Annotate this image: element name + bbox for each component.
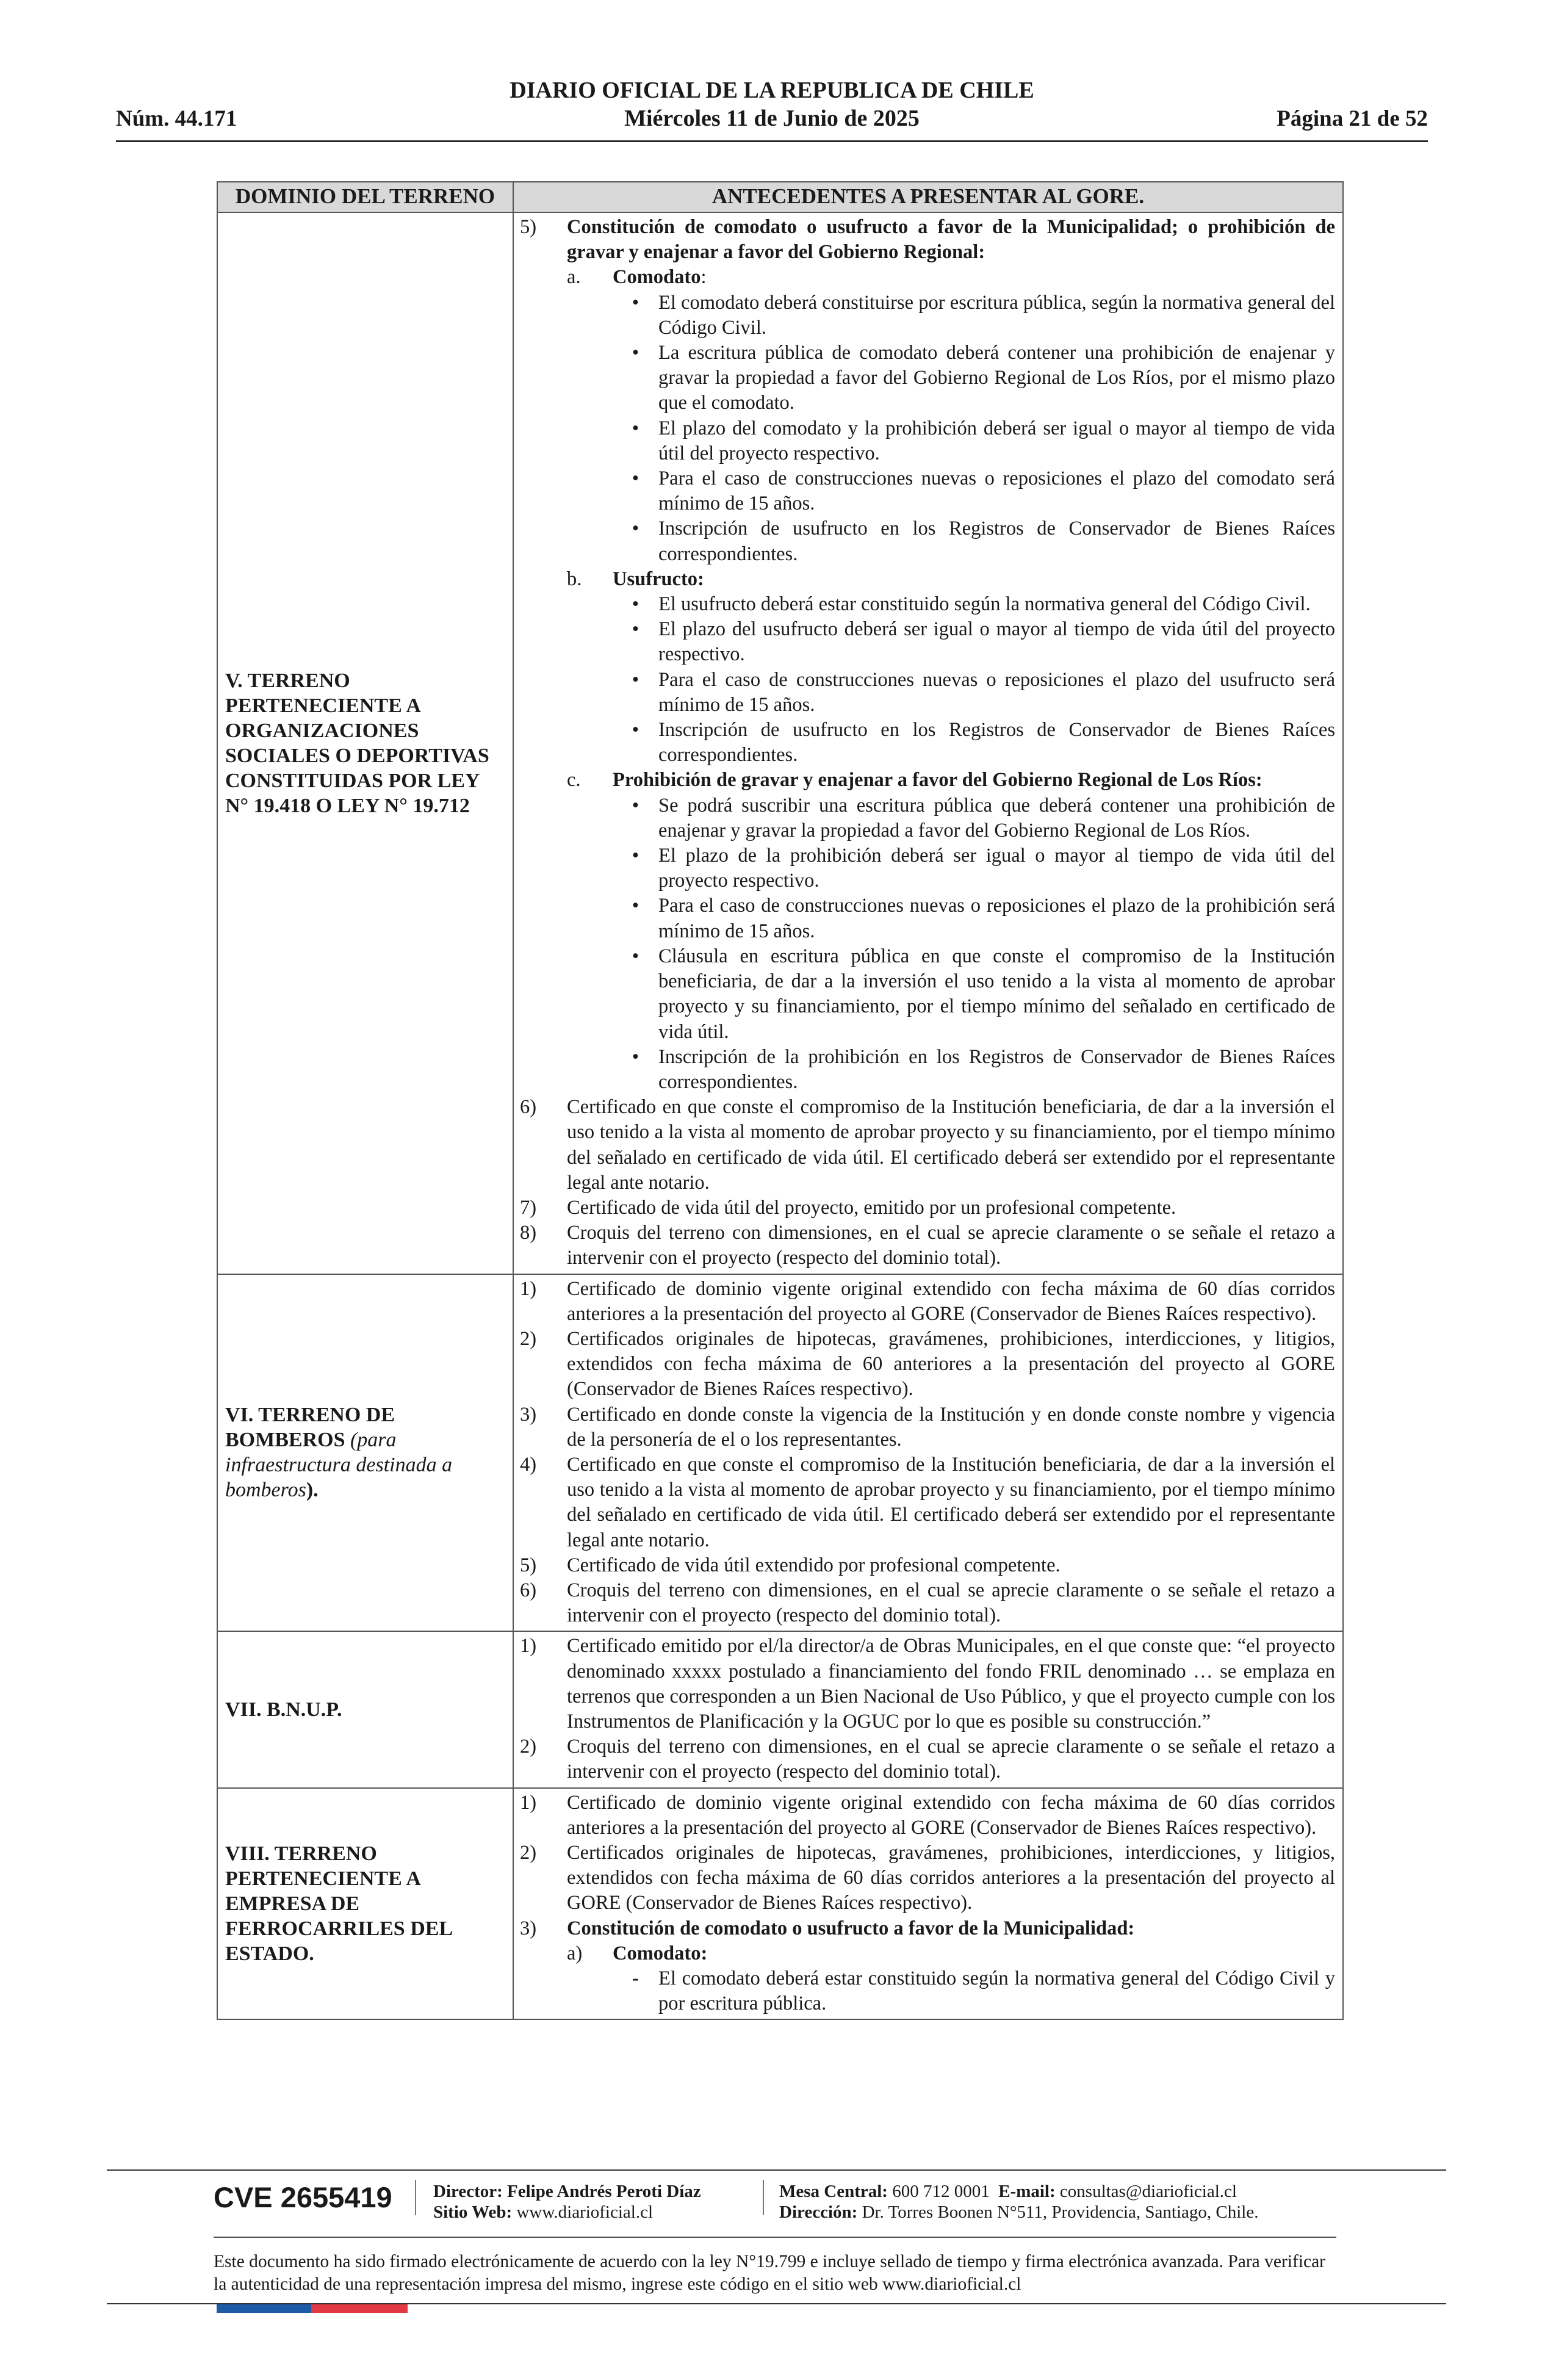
item-number: 6): [520, 1579, 537, 1601]
sub-item-letter: a.: [567, 266, 581, 289]
table-header-row: [217, 182, 1343, 212]
bullet-icon: •: [632, 719, 639, 741]
bullet-icon: •: [632, 342, 639, 364]
sub-item: [520, 265, 1335, 290]
item-number: 6): [520, 1096, 537, 1119]
footer-separator: [763, 2180, 764, 2215]
sub-item-text: [613, 567, 1335, 592]
domain-title: VII. B.N.U.P.: [225, 1698, 342, 1721]
domain-title-cell: [217, 1274, 513, 1632]
phone-number: 600 712 0001: [892, 2182, 990, 2201]
item-number: 7): [520, 1196, 537, 1219]
bullet-text: Para el caso de construcciones nuevas o reposiciones el plazo de la prohibición será mínimo de 15 años.: [658, 895, 1335, 942]
column-header-domain: DOMINIO DEL TERRENO: [217, 182, 513, 212]
domain-title-note: (para infraestructura destinada a bomberos: [225, 1429, 453, 1502]
publication-title: DIARIO OFICIAL DE LA REPUBLICA DE CHILE: [510, 78, 1034, 103]
dash-icon: -: [632, 1967, 639, 1990]
item-text: Certificado de vida útil del proyecto, emitido por un profesional competente.: [567, 1196, 1176, 1219]
bullet-text: Inscripción de usufructo en los Registros de Conservador de Bienes Raíces correspondientes.: [658, 719, 1335, 766]
table-row: [217, 1788, 1343, 2020]
requirement-item: [520, 215, 1335, 265]
bullet-text: Para el caso de construcciones nuevas o reposiciones el plazo del usufructo será mínimo de 15 años.: [658, 668, 1335, 716]
item-text: Croquis del terreno con dimensiones, en el cual se aprecie claramente o se señale el retazo a intervenir con el proyecto (respecto del dominio total).: [567, 1579, 1335, 1627]
bullet-item: [520, 617, 1335, 667]
requirement-item: [520, 1195, 1335, 1221]
bullet-item: [520, 893, 1335, 943]
bullet-text: El plazo del usufructo deberá ser igual o mayor al tiempo de vida útil del proyecto respectivo.: [658, 618, 1335, 666]
director-block: [433, 2181, 701, 2223]
bullet-icon: •: [632, 945, 639, 967]
item-number: 2): [520, 1842, 537, 1864]
bullet-text: Se podrá suscribir una escritura pública que deberá contener una prohibición de enajenar y gravar la propiedad a favor del Gobierno Regional de Los Ríos.: [658, 794, 1335, 842]
footer-separator: [415, 2180, 416, 2215]
sub-item-letter: b.: [567, 568, 582, 590]
email-label: E-mail:: [998, 2182, 1056, 2201]
bullet-text: Inscripción de usufructo en los Registros de Conservador de Bienes Raíces correspondientes.: [658, 517, 1335, 565]
bullet-text: El plazo de la prohibición deberá ser igual o mayor al tiempo de vida útil del proyecto respectivo.: [658, 845, 1335, 892]
bullet-text: El plazo del comodato y la prohibición deberá ser igual o mayor al tiempo de vida útil del proyecto respectivo.: [658, 417, 1335, 464]
requirement-item: [520, 1916, 1335, 1941]
bullet-text: Para el caso de construcciones nuevas o reposiciones el plazo del comodato será mínimo de 15 años.: [658, 467, 1335, 515]
legal-notice: Este documento ha sido firmado electrónicamente de acuerdo con la ley N°19.799 e incluye sellado de tiempo y firma electrónica avanzada. Para verificar la autenticidad de una representación impresa del mismo, ingrese este código en el sitio web www.diarioficial.cl: [214, 2252, 1325, 2294]
bullet-text: Inscripción de la prohibición en los Registros de Conservador de Bienes Raíces correspondientes.: [658, 1045, 1335, 1093]
dash-item: [520, 1966, 1335, 2016]
sub-item-text: [613, 265, 1335, 290]
domain-title: V. TERRENO PERTENECIENTE A ORGANIZACIONES SOCIALES O DEPORTIVAS CONSTITUIDAS POR LEY N° 19.418 O LEY N° 19.712: [225, 669, 489, 817]
bullet-icon: •: [632, 845, 639, 867]
domain-title-end: ).: [306, 1479, 319, 1502]
bullet-item: [520, 944, 1335, 1045]
sub-item-label: Comodato:: [613, 1942, 708, 1964]
domain-title-cell: [217, 1788, 513, 2020]
bullet-icon: •: [632, 517, 639, 540]
bullet-item: [520, 668, 1335, 718]
bullet-item: [520, 416, 1335, 466]
sub-item-text: [613, 768, 1335, 793]
item-text: Certificado emitido por el/la director/a de Obras Municipales, en el que conste que: “el proyecto denominado xxxxx postulado a financiamiento del fondo FRIL denominado … se emplaza en terrenos que corresponden a un Bien Nacional de Uso Público, y que el proyecto cumple con los Instrumentos de Planificación y la OGUC por lo que es posible su construcción.”: [567, 1635, 1335, 1733]
sub-item: [520, 1941, 1335, 1966]
sub-item-suffix: :: [701, 266, 707, 289]
requirements-cell: [513, 1274, 1343, 1632]
requirement-item: [520, 1634, 1335, 1734]
sub-item-label: Prohibición de gravar y enajenar a favor del Gobierno Regional de Los Ríos:: [613, 769, 1262, 792]
table-row: [217, 1631, 1343, 1787]
domain-title-cell: [217, 1631, 513, 1787]
flag-stripe-red: [311, 2304, 408, 2313]
bullet-icon: •: [632, 618, 639, 641]
bullet-icon: •: [632, 668, 639, 691]
column-header-requirements: ANTECEDENTES A PRESENTAR AL GORE.: [513, 182, 1343, 212]
item-number: 5): [520, 1554, 537, 1576]
requirements-table: [217, 181, 1344, 2020]
item-text: Certificados originales de hipotecas, gravámenes, prohibiciones, interdicciones, y litigios, extendidos con fecha máxima de 60 días corridos anteriores a la presentación del proyecto al GORE (Conservador de Bienes Raíces respectivo).: [567, 1842, 1335, 1914]
footer-rule-top: [107, 2169, 1446, 2171]
requirement-item: [520, 1734, 1335, 1784]
sub-item: [520, 768, 1335, 793]
domain-title: VI. TERRENO DE BOMBEROS: [225, 1404, 395, 1452]
bullet-icon: •: [632, 1045, 639, 1068]
contact-block: [779, 2181, 1258, 2223]
item-number: 3): [520, 1403, 537, 1426]
website-label: Sitio Web:: [433, 2202, 513, 2222]
requirement-item: [520, 1553, 1335, 1578]
item-number: 2): [520, 1327, 537, 1350]
item-text: Certificado de dominio vigente original extendido con fecha máxima de 60 días corridos anteriores a la presentación del proyecto al GORE (Conservador de Bienes Raíces respectivo).: [567, 1277, 1335, 1325]
table-row: [217, 212, 1343, 1274]
bullet-item: [520, 1045, 1335, 1095]
item-text: Certificado en donde conste la vigencia de la Institución y en donde conste nombre y vigencia de la personería de el o los representantes.: [567, 1403, 1335, 1451]
domain-title: VIII. TERRENO PERTENECIENTE A EMPRESA DE FERROCARRILES DEL ESTADO.: [225, 1842, 452, 1965]
bullet-icon: •: [632, 794, 639, 817]
email-link[interactable]: consultas@diarioficial.cl: [1059, 2182, 1237, 2201]
address-label: Dirección:: [779, 2202, 858, 2222]
dash-text: El comodato deberá estar constituido según la normativa general del Código Civil y por escritura pública.: [658, 1967, 1335, 2015]
item-text: Constitución de comodato o usufructo a favor de la Municipalidad; o prohibición de gravar y enajenar a favor del Gobierno Regional:: [567, 216, 1335, 264]
requirements-cell: [513, 212, 1343, 1274]
sub-item-letter: a): [567, 1942, 583, 1964]
bullet-item: [520, 466, 1335, 516]
item-text: Croquis del terreno con dimensiones, en el cual se aprecie claramente o se señale el retazo a intervenir con el proyecto (respecto del dominio total).: [567, 1736, 1335, 1783]
director-name: Felipe Andrés Peroti Díaz: [507, 2182, 701, 2201]
sub-item-label: Usufructo:: [613, 568, 704, 590]
item-number: 5): [520, 216, 537, 238]
cve-code: CVE 2655419: [214, 2181, 392, 2213]
item-text: Constitución de comodato o usufructo a favor de la Municipalidad:: [567, 1917, 1135, 1939]
item-number: 2): [520, 1736, 537, 1758]
item-number: 1): [520, 1277, 537, 1300]
requirement-item: [520, 1277, 1335, 1327]
item-text: Certificado en que conste el compromiso de la Institución beneficiaria, de dar a la inversión el uso tenido a la vista al momento de aprobar proyecto y su financiamiento, por el tiempo mínimo del señalado en certificado de vida útil. El certificado deberá ser extendido por el representante legal ante notario.: [567, 1096, 1335, 1194]
item-number: 3): [520, 1917, 537, 1939]
item-text: Croquis del terreno con dimensiones, en el cual se aprecie claramente o se señale el retazo a intervenir con el proyecto (respecto del dominio total).: [567, 1222, 1335, 1269]
bullet-text: El comodato deberá constituirse por escritura pública, según la normativa general del Código Civil.: [658, 291, 1335, 339]
bullet-icon: •: [632, 291, 639, 314]
requirement-item: [520, 1221, 1335, 1271]
requirements-cell: [513, 1788, 1343, 2020]
item-text: Certificado en que conste el compromiso de la Institución beneficiaria, de dar a la inversión el uso tenido a la vista al momento de aprobar proyecto y su financiamiento, por el tiempo mínimo del señalado en certificado de vida útil. El certificado deberá ser extendido por el representante legal ante notario.: [567, 1453, 1335, 1551]
requirement-item: [520, 1327, 1335, 1402]
domain-title-cell: [217, 212, 513, 1274]
requirement-item: [520, 1095, 1335, 1195]
item-number: 8): [520, 1222, 537, 1244]
requirement-item: [520, 1452, 1335, 1553]
website-link[interactable]: www.diarioficial.cl: [516, 2202, 654, 2222]
bullet-item: [520, 843, 1335, 893]
sub-item-text: [613, 1941, 1335, 1966]
bullet-icon: •: [632, 593, 639, 616]
footer-rule-middle: [214, 2237, 1336, 2238]
bullet-item: [520, 516, 1335, 566]
requirements-cell: [513, 1631, 1343, 1787]
bullet-text: Cláusula en escritura pública en que conste el compromiso de la Institución beneficiaria, de dar a la inversión el uso tenido a la vista al momento de aprobar proyecto y su financiamiento, por el tiempo mínimo del señalado en certificado de vida útil.: [658, 945, 1335, 1043]
requirement-item: [520, 1841, 1335, 1916]
item-number: 4): [520, 1453, 537, 1476]
bullet-icon: •: [632, 417, 639, 439]
item-text: Certificado de vida útil extendido por profesional competente.: [567, 1554, 1061, 1576]
publication-date: Miércoles 11 de Junio de 2025: [624, 106, 920, 131]
requirement-item: [520, 1790, 1335, 1841]
director-label: Director:: [433, 2182, 503, 2201]
sub-item-letter: c.: [567, 769, 581, 792]
bullet-icon: •: [632, 895, 639, 917]
item-number: 1): [520, 1791, 537, 1814]
bullet-text: El usufructo deberá estar constituido según la normativa general del Código Civil.: [658, 593, 1311, 616]
table-row: [217, 1274, 1343, 1632]
table-body: [217, 212, 1343, 2019]
item-text: Certificado de dominio vigente original extendido con fecha máxima de 60 días corridos anteriores a la presentación del proyecto al GORE (Conservador de Bienes Raíces respectivo).: [567, 1791, 1335, 1839]
item-text: Certificados originales de hipotecas, gravámenes, prohibiciones, interdicciones, y litigios, extendidos con fecha máxima de 60 anteriores a la presentación del proyecto al GORE (Conservador de Bienes Raíces respectivo).: [567, 1327, 1335, 1401]
page-number: Página 21 de 52: [1277, 106, 1428, 131]
sub-item: [520, 567, 1335, 592]
bullet-item: [520, 290, 1335, 341]
publication-block: [116, 76, 1428, 132]
phone-label: Mesa Central:: [779, 2182, 888, 2201]
header-rule: [116, 140, 1428, 142]
flag-stripe-blue: [217, 2304, 311, 2313]
requirement-item: [520, 1578, 1335, 1628]
bullet-item: [520, 341, 1335, 416]
item-number: 1): [520, 1635, 537, 1657]
bullet-item: [520, 718, 1335, 768]
bullet-text: La escritura pública de comodato deberá contener una prohibición de enajenar y gravar la propiedad a favor del Gobierno Regional de Los Ríos, por el mismo plazo que el comodato.: [658, 342, 1335, 414]
address-text: Dr. Torres Boonen N°511, Providencia, Santiago, Chile.: [862, 2202, 1259, 2222]
issue-number: Núm. 44.171: [116, 106, 237, 131]
requirement-item: [520, 1402, 1335, 1452]
bullet-item: [520, 793, 1335, 843]
sub-item-label: Comodato: [613, 266, 701, 289]
page-header: [116, 76, 1428, 143]
bullet-item: [520, 592, 1335, 617]
bullet-icon: •: [632, 467, 639, 490]
